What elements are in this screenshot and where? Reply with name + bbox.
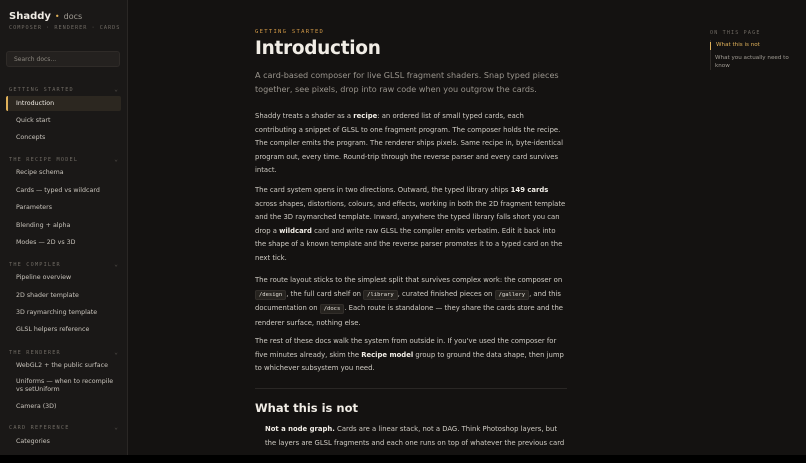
sidebar-item-glsl-helpers[interactable]: GLSL helpers reference <box>16 326 90 333</box>
chevron-icon: ⌄ <box>114 156 119 163</box>
sidebar-item-pipeline-overview[interactable]: Pipeline overview <box>16 274 72 281</box>
nav-group-getting-started[interactable] <box>9 86 119 93</box>
brand-name: Shaddy <box>9 11 51 22</box>
sidebar-item-blending[interactable]: Blending + alpha <box>16 222 71 229</box>
nav-group-title: THE RENDERER <box>9 349 61 356</box>
text: The route layout sticks to the simplest split that survives complex work: the composer on <box>255 276 563 284</box>
sidebar-item-categories[interactable]: Categories <box>16 438 50 445</box>
sidebar-item-3d-template[interactable]: 3D raymarching template <box>16 309 98 316</box>
chevron-icon: ⌄ <box>114 349 119 356</box>
brand-subtitle-part: COMPOSER <box>9 25 42 31</box>
divider <box>255 388 567 389</box>
toc-item-what-you-need-to-know[interactable]: What you actually need to know <box>715 55 789 69</box>
page-title: Introduction <box>255 38 381 59</box>
chevron-icon: ⌄ <box>114 261 119 268</box>
chevron-icon: ⌄ <box>114 86 119 93</box>
route-code-library: /library <box>363 290 398 300</box>
text: The card system opens in two directions. Outward, the typed library ships <box>255 186 511 194</box>
paragraph-not-node-graph <box>265 423 568 450</box>
nav-group-title: THE COMPILER <box>9 261 61 268</box>
brand-subtitle-sep: · <box>91 25 96 31</box>
sidebar-item-modes[interactable]: Modes — 2D vs 3D <box>16 239 76 246</box>
emphasis: Not a node graph. <box>265 425 335 433</box>
brand-subtitle-sep: · <box>46 25 51 31</box>
paragraph-rest <box>255 335 567 376</box>
emphasis: recipe <box>353 112 378 120</box>
nav-group-recipe-model[interactable] <box>9 156 119 163</box>
bottom-edge <box>0 455 806 463</box>
brand-subtitle-part: RENDERER <box>54 25 88 31</box>
text: , and this documentation on <box>255 289 561 313</box>
toc-item-what-this-is-not[interactable]: What this is not <box>710 42 798 50</box>
text: : an ordered list of small typed cards, each contributing a snippet of GLSL to one fragment program. The composer holds the recipe. The compiler emits the program. The renderer ships pixels. Same recipe in, byte-identical program out, every time. Round-trip through the reverse parser and every card survives intact. <box>255 112 564 175</box>
text: group to ground the data shape, then jump to whichever subsystem you need. <box>255 350 564 373</box>
nav-group-title: THE RECIPE MODEL <box>9 156 79 163</box>
emphasis: 149 cards <box>510 186 549 194</box>
brand-subtitle <box>9 24 121 32</box>
section-heading: What this is not <box>255 401 358 415</box>
nav-group-title: GETTING STARTED <box>9 86 74 93</box>
sidebar-item-2d-template[interactable]: 2D shader template <box>16 292 79 299</box>
sidebar <box>0 0 128 455</box>
route-code-gallery: /gallery <box>495 290 530 300</box>
chevron-icon: ⌄ <box>114 424 119 431</box>
sidebar-item-introduction[interactable]: Introduction <box>6 96 121 111</box>
text: Shaddy treats a shader as a <box>255 112 354 120</box>
paragraph-routes <box>255 274 567 330</box>
emphasis: wildcard <box>279 226 312 235</box>
sidebar-item-concepts[interactable]: Concepts <box>16 134 46 141</box>
lede: A card-based composer for live GLSL fragment shaders. Snap typed pieces together, see pixels, drop into raw code when you outgrow the cards. <box>255 70 559 94</box>
route-code-docs: /docs <box>320 304 345 314</box>
sidebar-item-cards[interactable]: Cards — typed vs wildcard <box>16 187 100 194</box>
sidebar-item-camera[interactable]: Camera (3D) <box>16 403 57 410</box>
text: across shapes, distortions, colours, and effects, working in both the 2D fragment template and the 3D raymarched template. Inward, anywhere the typed library falls short you can drop a <box>255 199 566 235</box>
nav-group-compiler[interactable] <box>9 261 119 268</box>
paragraph-recipe <box>255 110 567 178</box>
section-eyebrow: GETTING STARTED <box>255 29 325 35</box>
nav-group-title: CARD REFERENCE <box>9 424 70 431</box>
route-code-design: /design <box>255 290 286 300</box>
sidebar-item-webgl2[interactable]: WebGL2 + the public surface <box>16 362 108 369</box>
sidebar-item-quick-start[interactable]: Quick start <box>16 117 51 124</box>
paragraph-card-system <box>255 184 567 266</box>
brand-section: docs <box>63 12 83 21</box>
toc-title: ON THIS PAGE <box>710 30 761 36</box>
sidebar-item-recipe-schema[interactable]: Recipe schema <box>16 169 64 176</box>
emphasis: Recipe model <box>361 350 414 359</box>
brand-subtitle-part: CARDS <box>99 25 121 31</box>
text: , the full card shelf on <box>286 289 364 298</box>
text: Cards are a linear stack, not a DAG. Think Photoshop layers, but the layers are GLSL fragments and each one runs on top of whatever the previous card <box>265 425 565 447</box>
brand[interactable] <box>9 11 82 22</box>
text: , curated finished pieces on <box>397 289 495 298</box>
text: . Each route is standalone — they share the cards store and the renderer surface, nothing else. <box>255 304 563 327</box>
sidebar-item-parameters[interactable]: Parameters <box>16 204 53 211</box>
brand-dot: • <box>54 12 60 21</box>
text: The rest of these docs walk the system from outside in. If you've used the composer for five minutes already, skim the <box>255 337 557 359</box>
text: card and write raw GLSL the compiler emits verbatim. Edit it back into the shape of a known template and the reverse parser promotes it to a typed card on the next tick. <box>255 226 563 262</box>
nav-group-card-reference[interactable] <box>9 424 119 431</box>
search-box[interactable] <box>6 51 120 67</box>
sidebar-item-uniforms[interactable]: Uniforms — when to recompile vs setUniform <box>16 378 114 393</box>
search-input[interactable] <box>14 56 119 63</box>
nav-group-renderer[interactable] <box>9 349 119 356</box>
